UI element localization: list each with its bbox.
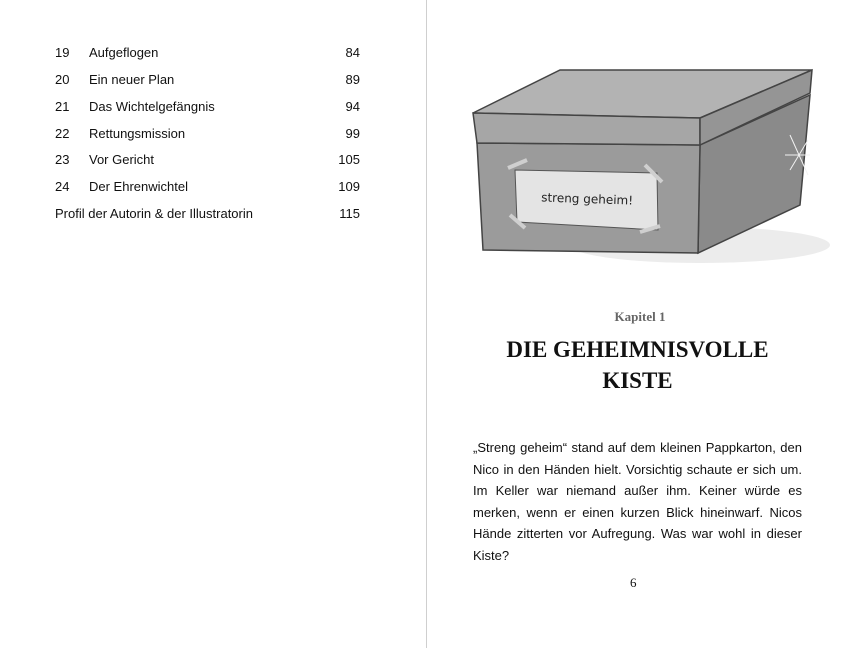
chapter-title: [470, 334, 805, 396]
toc-title: Der Ehrenwichtel: [89, 179, 188, 194]
page-divider: [426, 0, 427, 648]
toc-page: 94: [345, 99, 360, 114]
toc-number: 23: [55, 152, 70, 167]
toc-number: 21: [55, 99, 70, 114]
toc-title: Ein neuer Plan: [89, 72, 175, 87]
secret-box-illustration: [460, 55, 840, 275]
toc-page: 109: [338, 179, 360, 194]
toc-page: 105: [338, 152, 360, 167]
toc-entry: [55, 206, 360, 228]
toc-page: 89: [345, 72, 360, 87]
toc-entry: [55, 45, 360, 67]
toc-entry: [55, 126, 360, 148]
toc-number: 22: [55, 126, 70, 141]
toc-title: Das Wichtelgefängnis: [89, 99, 215, 114]
page-number: 6: [630, 575, 637, 590]
toc-page: 84: [345, 45, 360, 60]
toc-title: Aufgeflogen: [89, 45, 159, 60]
toc-number: 20: [55, 72, 70, 87]
toc-title: Vor Gericht: [89, 152, 155, 167]
toc-entry: [55, 179, 360, 201]
toc-entry: [55, 152, 360, 174]
toc-title: Profil der Autorin & der Illustratorin: [55, 206, 253, 221]
toc-page: 99: [345, 126, 360, 141]
toc-entry: [55, 99, 360, 121]
box-label: streng geheim!: [540, 190, 634, 208]
toc-title: Rettungsmission: [89, 126, 186, 141]
toc-number: 19: [55, 45, 70, 60]
toc-number: 24: [55, 179, 70, 194]
toc-page: 115: [339, 206, 360, 221]
chapter-kicker: Kapitel 1: [614, 309, 666, 324]
chapter-title-line: KISTE: [602, 368, 673, 393]
chapter-body-text: „Streng geheim“ stand auf dem kleinen Pappkarton, den Nico in den Händen hielt. Vorsichtig schaute er sich um. Im Keller war niemand außer ihm. Keiner würde es merken, wenn er einen kurzen Blick hineinwarf. Nicos Hände zitterten vor Aufregung. Was war wohl in dieser Kiste?: [473, 440, 802, 563]
toc-entry: [55, 72, 360, 94]
chapter-title-line: DIE GEHEIMNISVOLLE: [506, 337, 769, 362]
